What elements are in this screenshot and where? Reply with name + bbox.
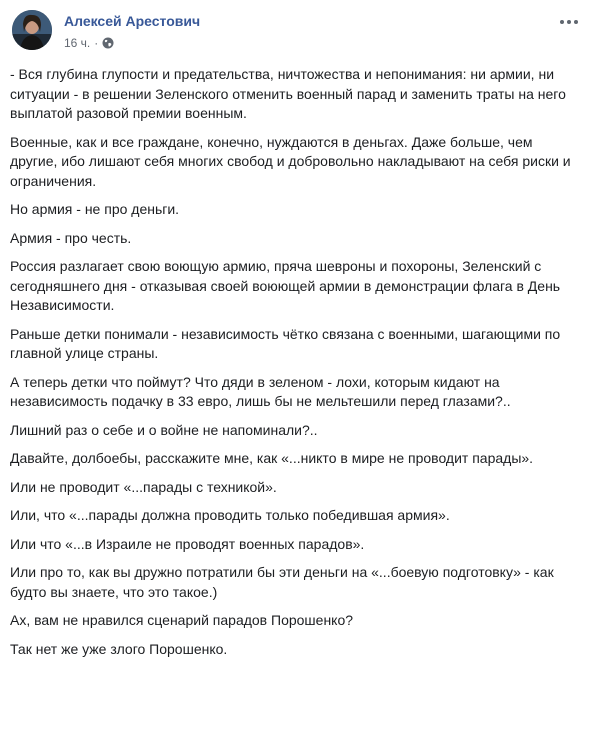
post-header [12,10,581,56]
post-paragraph: Но армия - не про деньги. [10,201,180,217]
post-paragraph: Или что «...в Израиле не проводят военных парадов». [10,535,365,552]
post-meta [64,36,114,50]
more-options-icon[interactable] [557,16,581,28]
post-paragraph: - Вся глубина глупости и предательства, ничтожества и непонимания: ни армии, ни ситуации - в решении Зеленского отменить военный парад и заменить траты на него выплатой разовой премии военным. [10,66,566,121]
author-name[interactable]: Алексей Арестович [64,13,201,29]
meta-separator: · [94,36,99,50]
post-paragraph: Ах, вам не нравился сценарий парадов Порошенко? [10,612,354,628]
post-paragraph: Давайте, долбоебы, расскажите мне, как «...никто в мире не проводит парады». [10,450,534,466]
globe-icon[interactable] [102,37,114,49]
post-paragraph: Военные, как и все граждане, конечно, нуждаются в деньгах. Даже больше, чем другие, ибо лишают себя многих свобод и добровольно накладывают на себя риски и ограничения. [10,133,571,189]
more-options-dot [560,20,564,24]
post-timestamp[interactable]: 16 ч. [64,36,91,50]
avatar[interactable] [12,10,52,50]
post-paragraph: Армия - про честь. [10,229,132,246]
more-options-dot [574,20,578,24]
post-paragraph: Лишний раз о себе и о войне не напоминали?.. [10,421,318,438]
post-paragraph: Или не проводит «...парады с техникой». [10,478,277,495]
post-paragraph: Так нет же уже злого Порошенко. [10,640,228,657]
post-paragraph: Россия разлагает свою воющую армию, пряча шевроны и похороны, Зеленский с сегодняшнего дня - отказывая своей воюющей армии в демонстрации флага в День Независимости. [10,258,561,313]
post-paragraph: Раньше детки понимали - независимость чётко связана с военными, шагающими по главной улице страны. [10,325,561,361]
post-paragraph: Или про то, как вы дружно потратили бы эти деньги на «...боевую подготовку» - как будто вы знаете, что это такое.) [10,564,554,600]
post-text [10,65,578,668]
more-options-dot [567,20,571,24]
post-paragraph: Или, что «...парады должна проводить только победившая армия». [10,507,450,523]
post-paragraph: А теперь детки что поймут? Что дяди в зеленом - лохи, которым кидают на независимость подачку в 33 евро, лишь бы не мельтешили перед глазами?.. [10,373,511,409]
avatar-image [12,10,52,50]
